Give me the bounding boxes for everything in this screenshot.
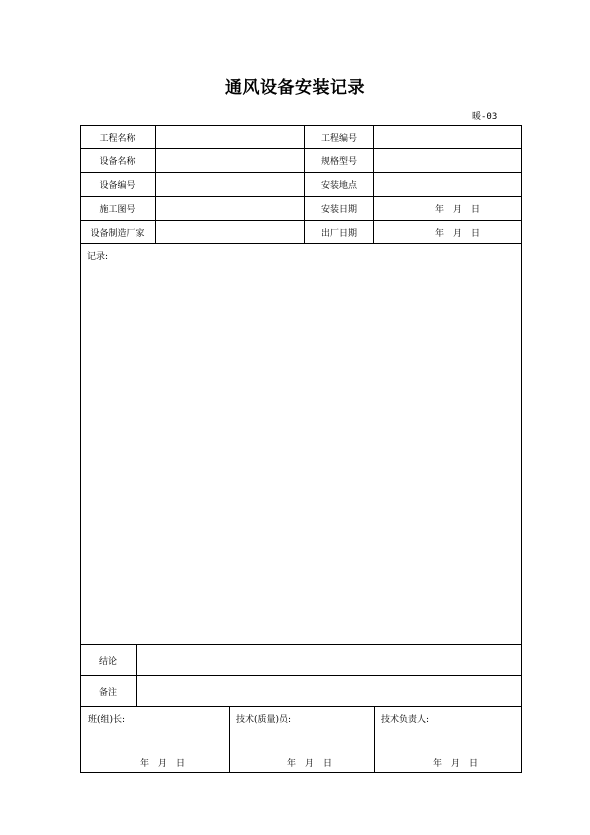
row-divider [80, 243, 522, 244]
column-divider [374, 706, 375, 773]
manufacturer-label: 设备制造厂家 [90, 228, 145, 239]
install-location-field[interactable] [374, 173, 521, 196]
equipment-name-field[interactable] [156, 149, 304, 172]
conclusion-field[interactable] [137, 645, 521, 675]
row-divider [80, 706, 522, 707]
quality-officer-date: 年 月 日 [287, 759, 333, 769]
records-label: 记录: [87, 252, 109, 262]
model-spec-label: 规格型号 [320, 157, 357, 167]
team-leader-date: 年 月 日 [140, 759, 186, 769]
equipment-number-field[interactable] [156, 173, 304, 196]
technical-lead-label: 技术负责人: [381, 715, 430, 725]
manufacturer-field[interactable] [156, 221, 304, 243]
quality-officer-label: 技术(质量)员: [236, 715, 292, 725]
drawing-number-field[interactable] [156, 197, 304, 220]
install-date-label: 安装日期 [320, 205, 357, 215]
records-area[interactable] [81, 262, 521, 643]
project-number-field[interactable] [374, 126, 521, 148]
project-name-field[interactable] [156, 126, 304, 148]
factory-date-label: 出厂日期 [320, 228, 357, 239]
equipment-name-label: 设备名称 [99, 157, 136, 167]
drawing-number-label: 施工图号 [99, 205, 136, 215]
conclusion-label: 结论 [98, 656, 117, 667]
form-code: 暖-03 [472, 112, 498, 122]
factory-date-field[interactable]: 年 月 日 [434, 228, 480, 239]
column-divider [229, 706, 230, 773]
remarks-label: 备注 [98, 687, 117, 698]
form-title: 通风设备安装记录 [225, 78, 365, 98]
team-leader-label: 班(组)长: [88, 715, 126, 725]
model-spec-field[interactable] [374, 149, 521, 172]
install-date-field[interactable]: 年 月 日 [434, 205, 480, 215]
project-number-label: 工程编号 [320, 133, 357, 144]
border-bottom [80, 772, 522, 773]
technical-lead-date: 年 月 日 [433, 759, 479, 769]
remarks-field[interactable] [137, 676, 521, 706]
install-location-label: 安装地点 [320, 181, 357, 191]
equipment-number-label: 设备编号 [99, 181, 136, 191]
project-name-label: 工程名称 [99, 133, 136, 144]
